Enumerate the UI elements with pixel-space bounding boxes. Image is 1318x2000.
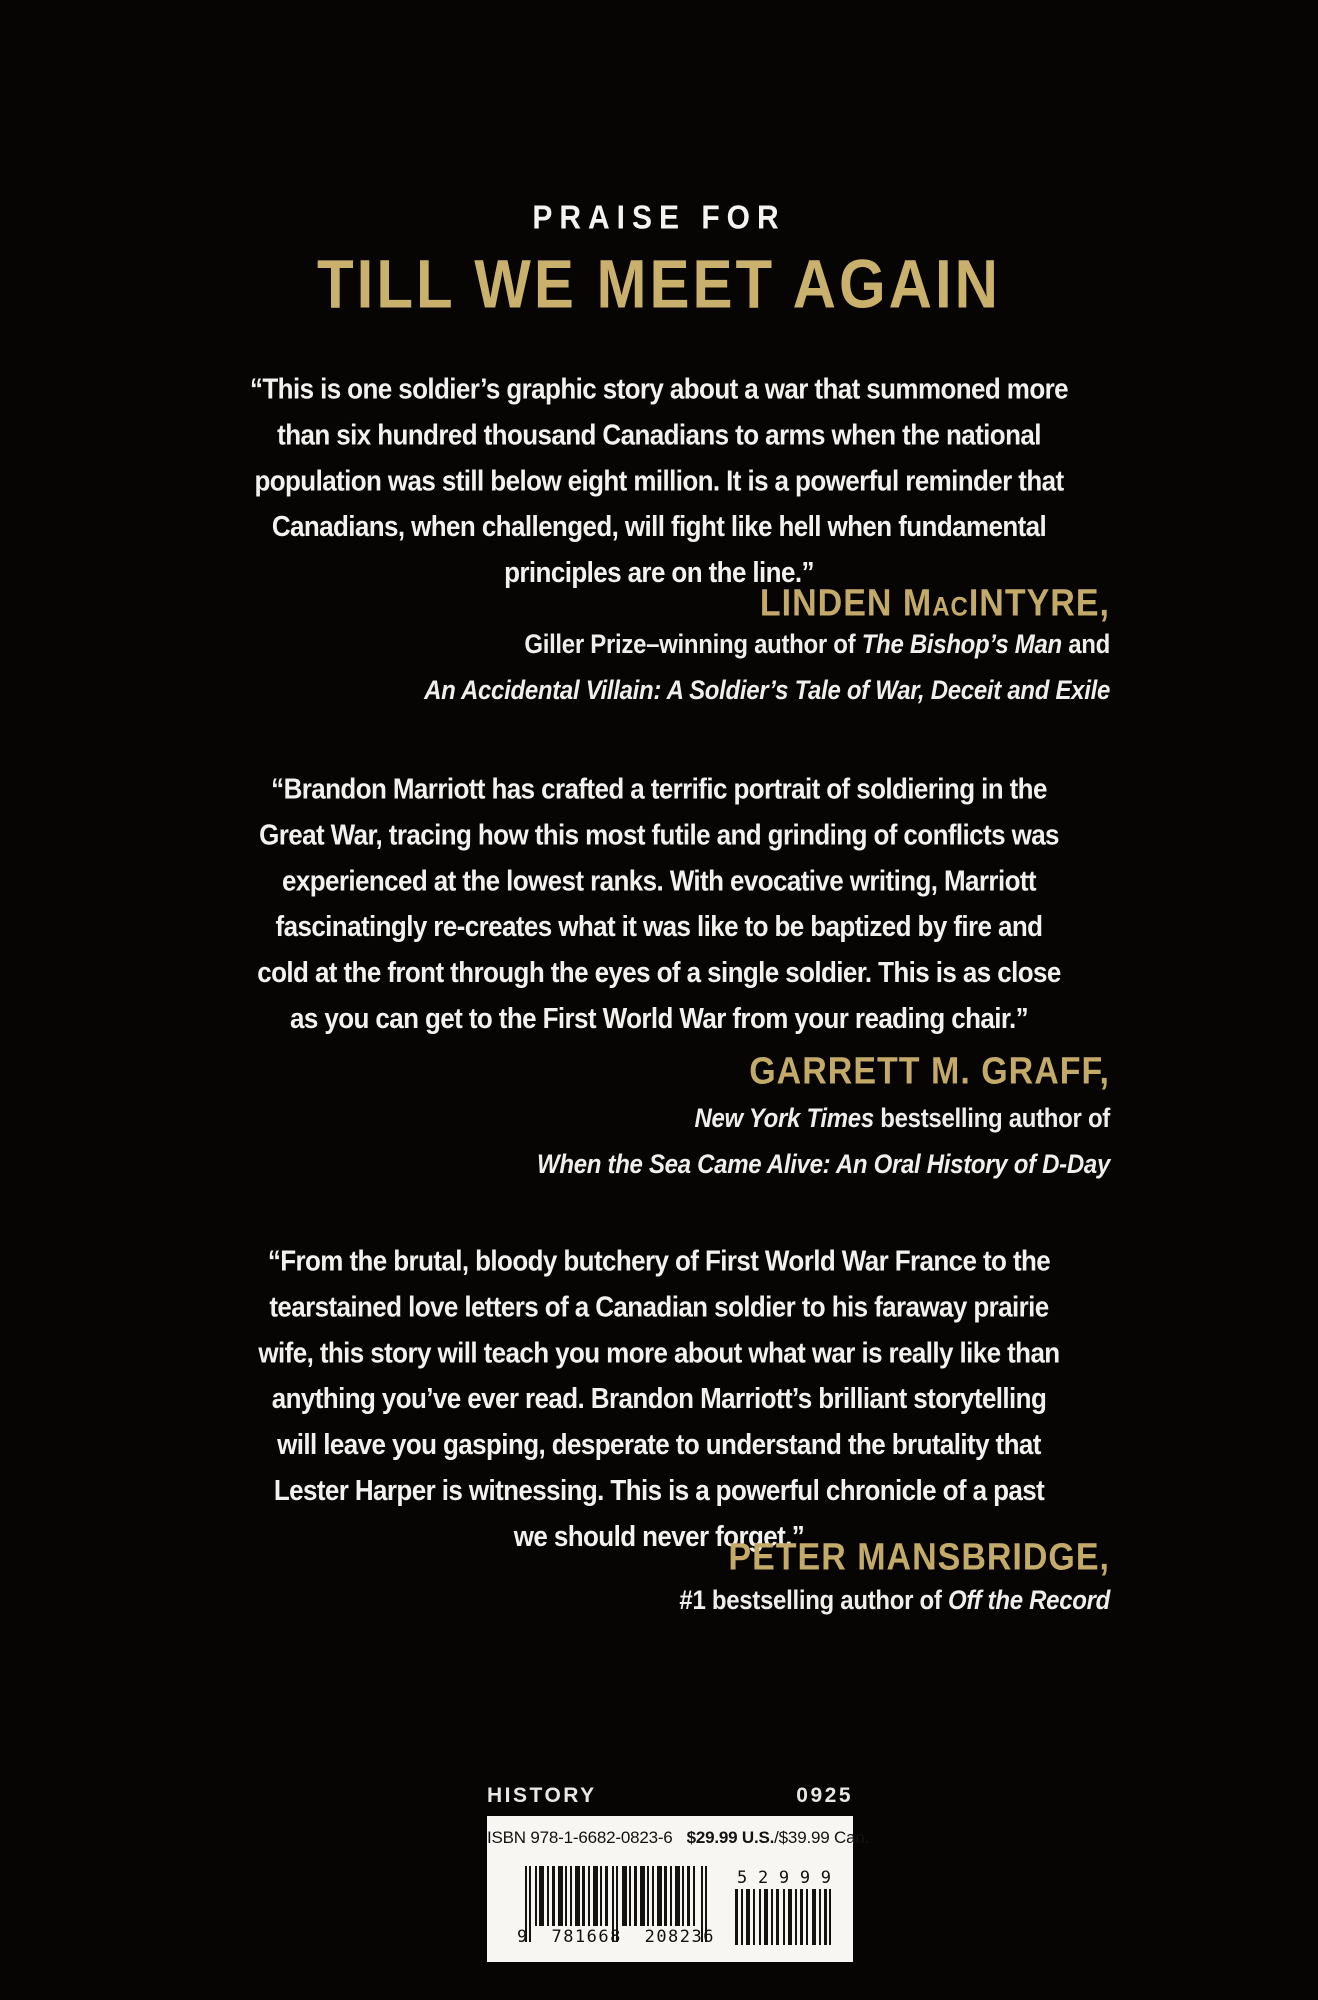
- price-addon-barcode: [735, 1868, 833, 1945]
- quote-block-1: [200, 366, 1118, 596]
- attribution-credit-peter-mansbridge: [200, 1578, 1110, 1624]
- credit-line: [200, 1096, 1110, 1142]
- credit-text-italic: When the Sea Came Alive: An Oral History of D-Day: [537, 1149, 1110, 1180]
- quote-line: will leave you gasping, desperate to understand the brutality that: [277, 1427, 1041, 1461]
- isbn-label: ISBN 978-1-6682-0823-6: [487, 1828, 673, 1847]
- addon-digit: 9: [778, 1868, 790, 1888]
- credit-line: [200, 1578, 1110, 1624]
- credit-text-italic: An Accidental Villain: A Soldier’s Tale of War, Deceit and Exile: [424, 675, 1110, 706]
- quote-line: Canadians, when challenged, will fight like hell when fundamental: [271, 509, 1047, 543]
- credit-text: Giller Prize–winning author of: [524, 629, 862, 660]
- credit-text: and: [1061, 629, 1110, 660]
- ean-left-group: 781668: [551, 1927, 622, 1947]
- credit-text-italic: Off the Record: [947, 1585, 1110, 1616]
- quote-line: experienced at the lowest ranks. With evocative writing, Marriott: [282, 863, 1036, 898]
- quote-line: principles are on the line.”: [504, 555, 814, 589]
- quote-line: than six hundred thousand Canadians to arms when the national: [277, 417, 1041, 452]
- book-title: TILL WE MEET AGAIN: [317, 245, 1001, 323]
- quote-line: population was still below eight million. It is a powerful reminder that: [254, 463, 1064, 498]
- addon-digit: 9: [799, 1868, 811, 1888]
- credit-line: [200, 1142, 1110, 1188]
- credit-line: [200, 668, 1110, 714]
- addon-digit: 5: [737, 1868, 748, 1888]
- attribution-credit-garrett-graff: [200, 1096, 1110, 1188]
- quote-line: wife, this story will teach you more about what war is really like than: [258, 1335, 1060, 1370]
- credit-text: bestselling author of: [873, 1103, 1110, 1134]
- addon-digit: 2: [757, 1868, 769, 1888]
- quote-line: anything you’ve ever read. Brandon Marriott’s brilliant storytelling: [271, 1381, 1047, 1415]
- ean-right-group: 208236: [644, 1927, 715, 1947]
- quote-line: Lester Harper is witnessing. This is a powerful chronicle of a past: [273, 1473, 1045, 1507]
- credit-text-italic: New York Times: [694, 1103, 874, 1134]
- quote-line: cold at the front through the eyes of a single soldier. This is as close: [257, 955, 1061, 989]
- category-label: HISTORY: [487, 1784, 597, 1807]
- attribution-credit-linden-macintyre: [200, 622, 1110, 714]
- credit-text: #1 bestselling author of: [679, 1585, 948, 1616]
- price-us: $29.99 U.S.: [686, 1828, 775, 1847]
- quote-line: Great War, tracing how this most futile and grinding of conflicts was: [259, 817, 1059, 852]
- shelf-category-row: [487, 1784, 853, 1808]
- quote-line: fascinatingly re-creates what it was like to be baptized by fire and: [275, 909, 1043, 943]
- ean-digits: [517, 1927, 715, 1947]
- quote-line: “Brandon Marriott has crafted a terrific portrait of soldiering in the: [271, 771, 1047, 806]
- addon-digit: 9: [820, 1868, 831, 1888]
- quote-line: “This is one soldier’s graphic story about a war that summoned more: [250, 371, 1068, 406]
- ean-prefix: 9: [517, 1927, 529, 1947]
- isbn-price-row: [487, 1828, 870, 1848]
- quote-block-2: [200, 766, 1118, 1042]
- ean-barcode: [519, 1866, 715, 1956]
- quote-line: we should never forget.”: [513, 1519, 805, 1553]
- credit-text-italic: The Bishop’s Man: [861, 629, 1062, 660]
- price-can: /$39.99 Can.: [774, 1828, 870, 1847]
- credit-line: [200, 622, 1110, 668]
- quote-line: “From the brutal, bloody butchery of First World War France to the: [267, 1243, 1051, 1278]
- quote-block-3: [200, 1238, 1118, 1559]
- praise-kicker: PRAISE FOR: [532, 200, 786, 237]
- attribution-name-garrett-graff: GARRETT M. GRAFF,: [749, 1050, 1110, 1093]
- print-code: 0925: [796, 1784, 853, 1807]
- quote-line: as you can get to the First World War from your reading chair.”: [290, 1001, 1028, 1035]
- addon-barcode-bars: [735, 1889, 833, 1945]
- attribution-name-peter-mansbridge: PETER MANSBRIDGE,: [728, 1536, 1110, 1579]
- addon-digits: [735, 1868, 833, 1889]
- barcode-area: [487, 1866, 853, 1962]
- attribution-name-linden-macintyre: LINDEN MacINTYRE,: [759, 582, 1110, 625]
- barcode-panel: [487, 1816, 870, 1962]
- quote-line: tearstained love letters of a Canadian soldier to his faraway prairie: [269, 1289, 1049, 1324]
